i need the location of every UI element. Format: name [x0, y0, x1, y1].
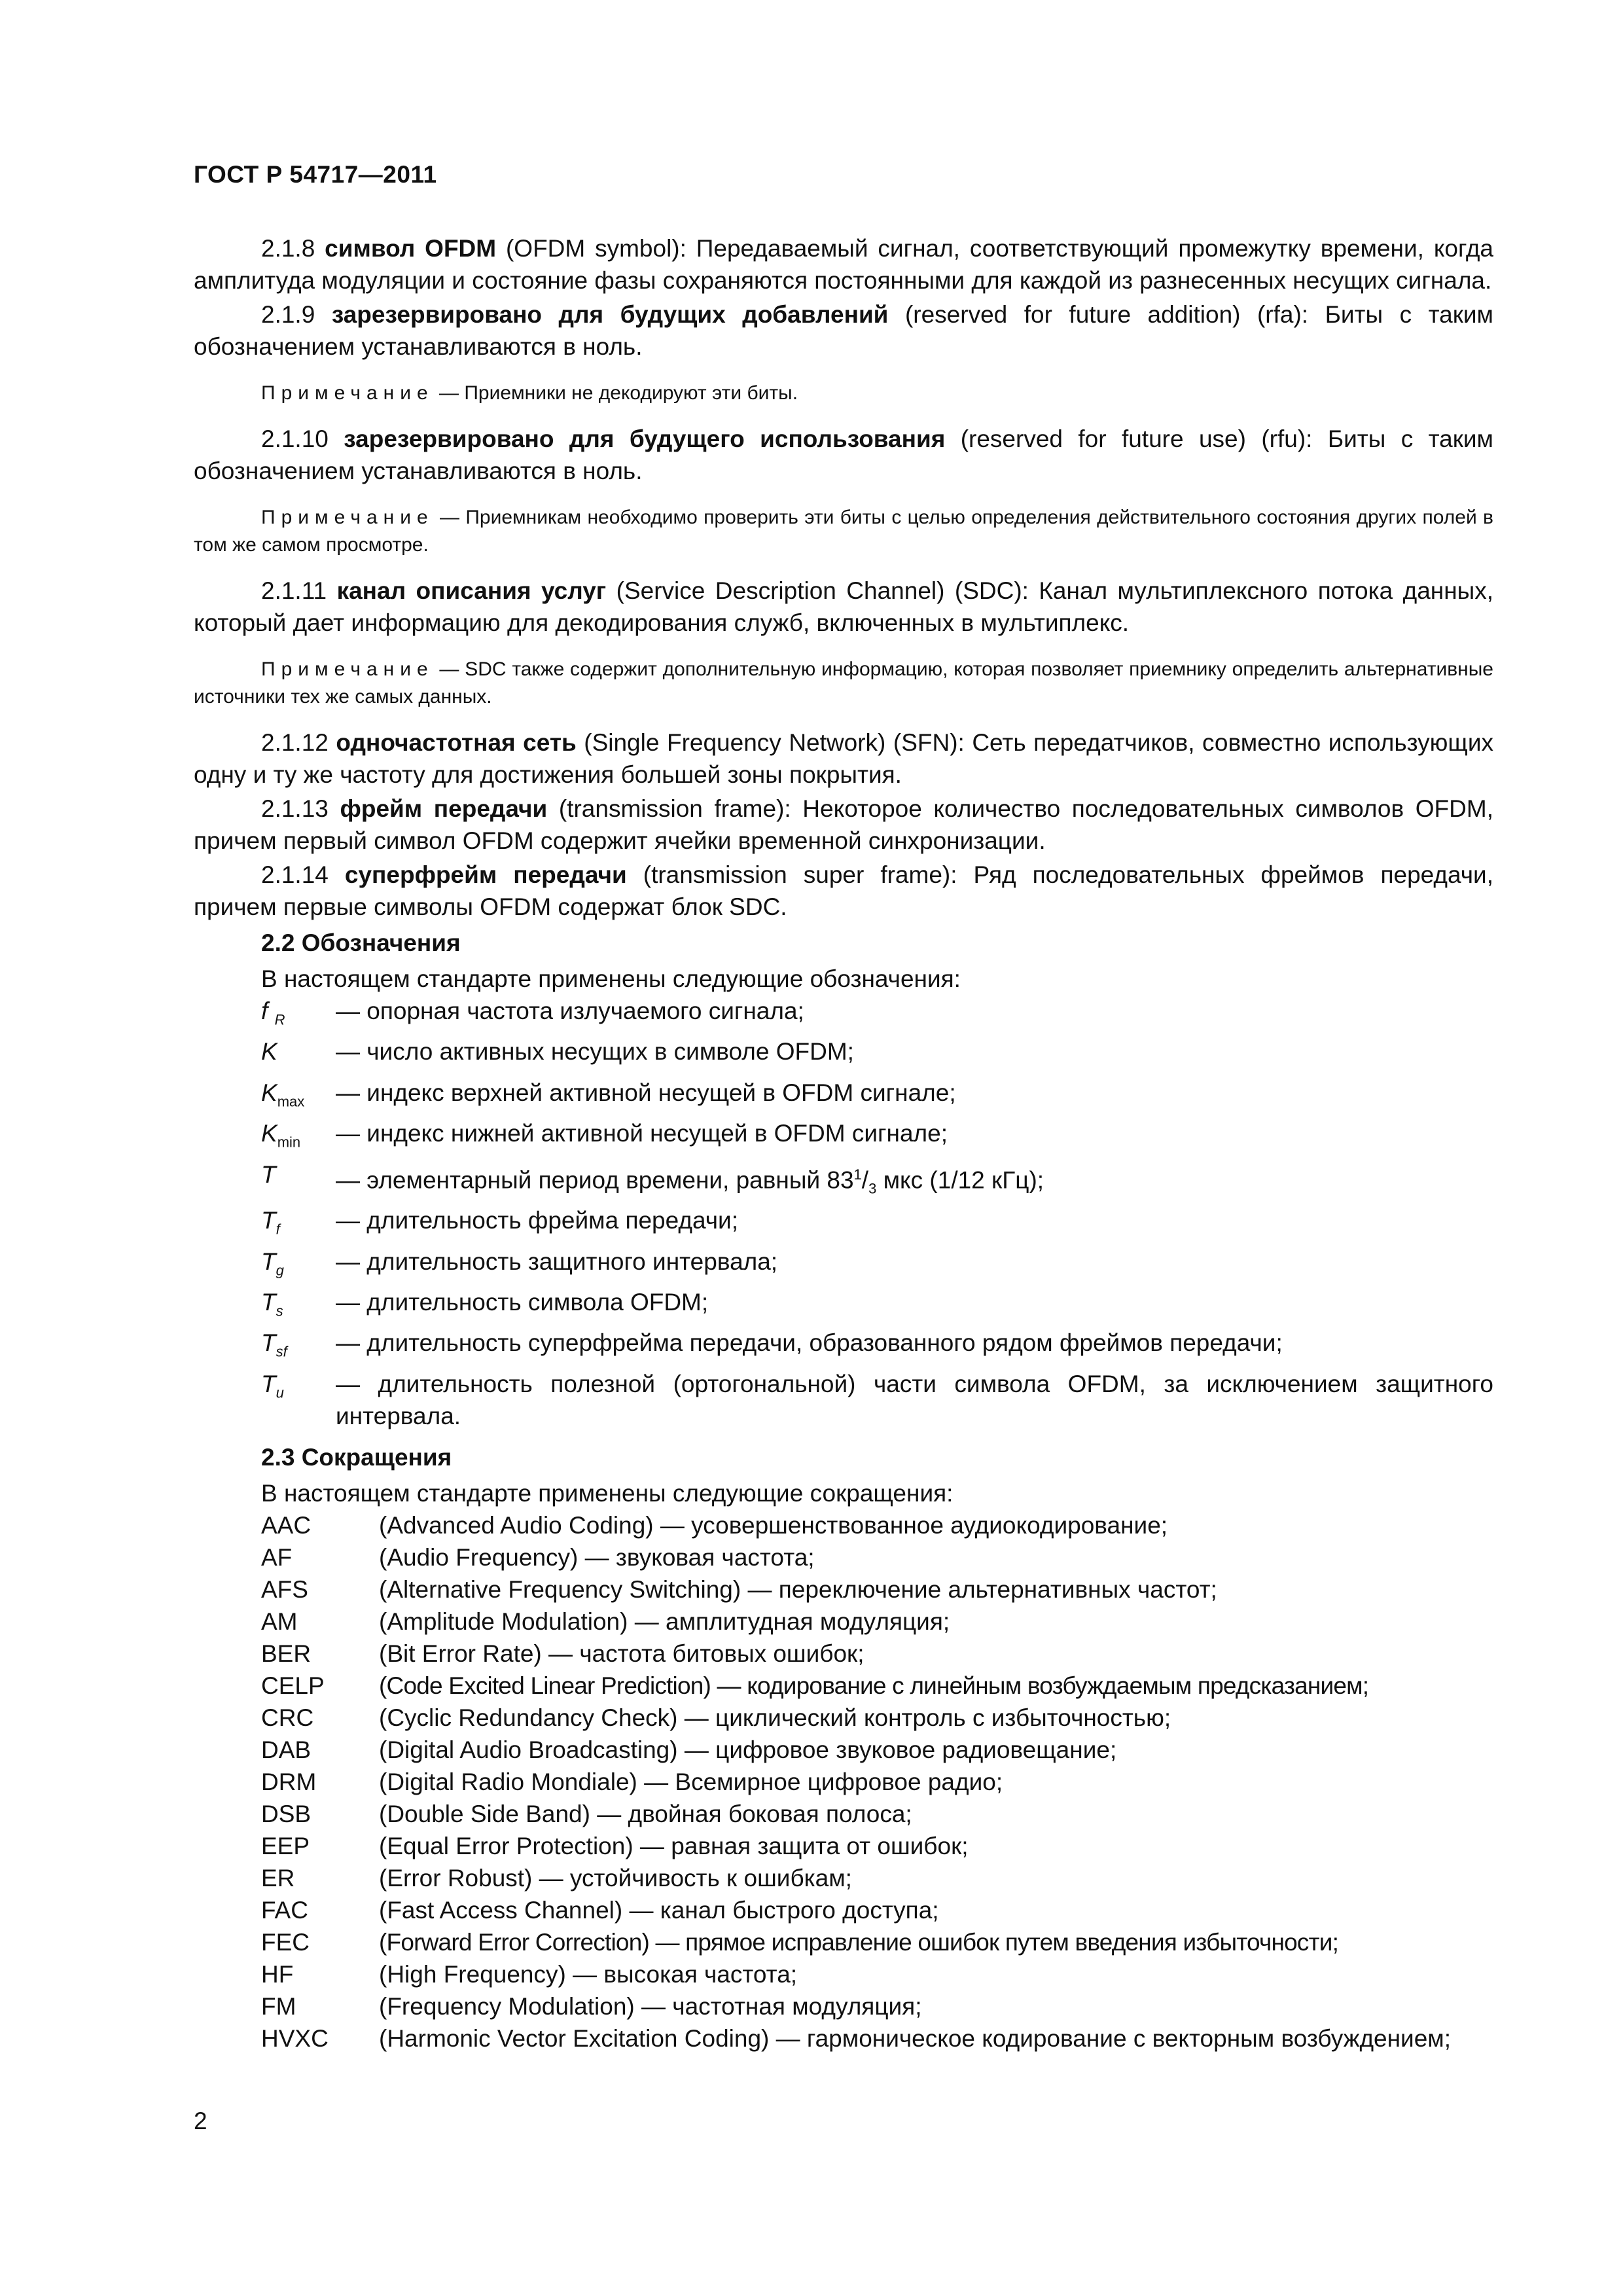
- list-item: [248, 1926, 1493, 1958]
- symbol-description: — длительность суперфрейма передачи, образованного рядом фреймов передачи;: [336, 1329, 1283, 1357]
- definition-2-1-11: [194, 575, 1493, 639]
- list-item: [261, 1368, 1493, 1432]
- abbreviation-description: (Cyclic Redundancy Check) — циклический контроль с избыточностью;: [379, 1704, 1171, 1731]
- abbreviation: ER: [261, 1864, 295, 1892]
- note-label: Примечание: [261, 658, 434, 680]
- symbol-description: — элементарный период времени, равный $83^1/_3$ мкс (1/12 кГц);: [336, 1166, 1044, 1197]
- definition-number: 2.1.12: [261, 729, 329, 756]
- definition-number: 2.1.10: [261, 425, 329, 452]
- list-item: [248, 1798, 1493, 1830]
- symbol: $T_{sf}$: [261, 1329, 287, 1360]
- abbreviation-description: (Error Robust) — устойчивость к ошибкам;: [379, 1864, 852, 1892]
- abbreviation: FEC: [261, 1928, 310, 1956]
- abbreviation: AAC: [261, 1511, 312, 1539]
- abbreviation-description: (Double Side Band) — двойная боковая полоса;: [379, 1800, 912, 1827]
- note-3: [194, 656, 1493, 711]
- definition-text: (Single Frequency Network) (SFN): Сеть передатчиков, совместно использующих одну и ту же частоту для достижения большей зоны покрытия.: [194, 729, 1494, 788]
- definition-text: (OFDM symbol): Передаваемый сигнал, соответствующий промежутку времени, когда амплитуда модуляции и состояние фазы сохраняются постоянными для каждой из разнесенных несущих сигнала.: [194, 235, 1493, 294]
- list-item: [248, 1958, 1493, 1990]
- list-item: [248, 1766, 1493, 1798]
- definition-term: фрейм передачи: [340, 795, 548, 822]
- symbol-description: — длительность полезной (ортогональной) части символа OFDM, за исключением защитного интервала.: [336, 1370, 1493, 1429]
- note-text: — Приемникам необходимо проверить эти биты с целью определения действительного состояния других полей в том же самом просмотре.: [194, 507, 1493, 556]
- note-2: [194, 504, 1493, 559]
- symbol: K: [261, 1038, 277, 1066]
- abbreviation-description: (Digital Audio Broadcasting) — цифровое звуковое радиовещание;: [379, 1736, 1117, 1763]
- symbol-description: — длительность фрейма передачи;: [336, 1207, 738, 1234]
- page-content: [194, 232, 1493, 2054]
- list-item: [261, 1246, 1493, 1286]
- abbreviation: EEP: [261, 1832, 310, 1859]
- abbreviation-description: (Frequency Modulation) — частотная модуляция;: [379, 1992, 922, 2020]
- definition-text: (Service Description Channel) (SDC): Канал мультиплексного потока данных, который дает информацию для декодирования служб, включенных в мультиплекс.: [194, 577, 1494, 636]
- section-2-3-intro: В настоящем стандарте применены следующие сокращения:: [261, 1479, 954, 1507]
- definition-term: символ OFDM: [325, 235, 497, 262]
- abbreviation-description: (High Frequency) — высокая частота;: [379, 1960, 798, 1988]
- abbreviation: DSB: [261, 1800, 312, 1827]
- abbreviation: AF: [261, 1543, 293, 1571]
- symbol-description: — индекс верхней активной несущей в OFDM сигнале;: [336, 1079, 956, 1106]
- symbol: $T_g$: [261, 1247, 284, 1279]
- symbol: $K_{max}$: [261, 1079, 305, 1110]
- definition-2-1-12: [194, 726, 1493, 791]
- definition-number: 2.1.9: [261, 301, 315, 328]
- abbreviation: CRC: [261, 1704, 314, 1731]
- definition-text: (reserved for future addition) (rfa): Биты с таким обозначением устанавливаются в ноль.: [194, 301, 1493, 360]
- list-item: [261, 1158, 1493, 1205]
- symbol: $K_{min}$: [261, 1120, 301, 1151]
- abbreviation-description: (Advanced Audio Coding) — усовершенствованное аудиокодирование;: [379, 1511, 1168, 1539]
- abbreviation: AFS: [261, 1575, 308, 1603]
- abbreviation-description: (Equal Error Protection) — равная защита от ошибок;: [379, 1832, 969, 1859]
- symbols-list: [261, 995, 1493, 1432]
- list-item: [261, 1077, 1493, 1117]
- definition-2-1-14: [194, 859, 1493, 923]
- abbreviation: FAC: [261, 1896, 308, 1924]
- section-2-2-heading: 2.2 Обозначения: [261, 929, 461, 956]
- definition-2-1-10: [194, 423, 1493, 487]
- page-number: 2: [194, 2108, 207, 2134]
- note-label: Примечание: [261, 382, 434, 404]
- abbreviation-description: (Alternative Frequency Switching) — переключение альтернативных частот;: [379, 1575, 1217, 1603]
- abbreviation: FM: [261, 1992, 296, 2020]
- abbreviation-description: (Fast Access Channel) — канал быстрого доступа;: [379, 1896, 939, 1924]
- symbol-description: — опорная частота излучаемого сигнала;: [336, 997, 804, 1024]
- list-item: [261, 1286, 1493, 1327]
- symbol: $T_f$: [261, 1207, 280, 1238]
- list-item: [248, 1702, 1493, 1734]
- definition-2-1-13: [194, 793, 1493, 857]
- list-item: [248, 1638, 1493, 1670]
- list-item: [248, 1509, 1493, 1541]
- list-item: [261, 1035, 1493, 1076]
- note-text: — SDC также содержит дополнительную информацию, которая позволяет приемнику определить альтернативные источники тех же самых данных.: [194, 658, 1493, 708]
- list-item: [248, 1541, 1493, 1573]
- definition-2-1-8: [194, 232, 1493, 296]
- definition-number: 2.1.14: [261, 861, 329, 888]
- list-item: [248, 2022, 1493, 2054]
- list-item: [261, 1117, 1493, 1158]
- symbol-description: — длительность защитного интервала;: [336, 1247, 778, 1275]
- symbol: $T_s$: [261, 1289, 283, 1319]
- definition-term: одночастотная сеть: [336, 729, 577, 756]
- symbol: T: [261, 1160, 276, 1188]
- note-label: Примечание: [261, 507, 434, 528]
- abbreviation: CELP: [261, 1672, 325, 1699]
- abbreviation-description: (Audio Frequency) — звуковая частота;: [379, 1543, 815, 1571]
- abbreviation: AM: [261, 1607, 298, 1635]
- abbreviation: HVXC: [261, 2024, 329, 2052]
- list-item: [248, 1605, 1493, 1638]
- list-item: [261, 1204, 1493, 1245]
- abbreviation: DRM: [261, 1768, 317, 1795]
- list-item: [261, 995, 1493, 1035]
- symbol-description: — число активных несущих в символе OFDM;: [336, 1038, 854, 1066]
- definition-text: (transmission super frame): Ряд последовательных фреймов передачи, причем первые символы OFDM содержат блок SDC.: [194, 861, 1493, 920]
- section-2-2-intro: В настоящем стандарте применены следующие обозначения:: [261, 965, 961, 992]
- definition-text: (reserved for future use) (rfu): Биты с таким обозначением устанавливаются в ноль.: [194, 425, 1493, 484]
- abbreviation-description: (Code Excited Linear Prediction) — кодирование с линейным возбуждаемым предсказанием;: [379, 1672, 1369, 1699]
- definition-number: 2.1.13: [261, 795, 329, 822]
- symbol: $T_u$: [261, 1370, 284, 1401]
- list-item: [248, 1894, 1493, 1926]
- list-item: [261, 1327, 1493, 1367]
- definition-term: зарезервировано для будущих добавлений: [331, 301, 889, 328]
- symbol-description: — индекс нижней активной несущей в OFDM сигнале;: [336, 1120, 948, 1147]
- note-text: — Приемники не декодируют эти биты.: [433, 382, 798, 404]
- definition-text: (transmission frame): Некоторое количество последовательных символов OFDM, причем первый символ OFDM содержит ячейки временной синхронизации.: [194, 795, 1493, 854]
- note-1: [194, 380, 1493, 407]
- document-header: ГОСТ Р 54717—2011: [194, 161, 437, 188]
- definition-term: суперфрейм передачи: [344, 861, 627, 888]
- symbol: f $_R$: [261, 997, 285, 1028]
- list-item: [248, 1670, 1493, 1702]
- abbreviation-description: (Amplitude Modulation) — амплитудная модуляция;: [379, 1607, 950, 1635]
- list-item: [248, 1734, 1493, 1766]
- abbreviation: BER: [261, 1640, 312, 1667]
- definition-2-1-9: [194, 298, 1493, 363]
- definition-term: зарезервировано для будущего использования: [344, 425, 946, 452]
- abbreviations-list: [248, 1509, 1493, 2054]
- definition-number: 2.1.11: [261, 577, 327, 604]
- abbreviation-description: (Harmonic Vector Excitation Coding) — гармоническое кодирование с векторным возбуждением;: [379, 2024, 1452, 2052]
- list-item: [248, 1990, 1493, 2022]
- abbreviation: DAB: [261, 1736, 312, 1763]
- abbreviation-description: (Bit Error Rate) — частота битовых ошибок;: [379, 1640, 865, 1667]
- list-item: [248, 1862, 1493, 1894]
- list-item: [248, 1830, 1493, 1862]
- section-2-3-heading: 2.3 Сокращения: [261, 1443, 452, 1471]
- definition-term: канал описания услуг: [336, 577, 607, 604]
- definition-number: 2.1.8: [261, 235, 315, 262]
- abbreviation: HF: [261, 1960, 294, 1988]
- list-item: [248, 1573, 1493, 1605]
- abbreviation-description: (Forward Error Correction) — прямое исправление ошибок путем введения избыточности;: [379, 1928, 1339, 1956]
- symbol-description: — длительность символа OFDM;: [336, 1289, 709, 1316]
- abbreviation-description: (Digital Radio Mondiale) — Всемирное цифровое радио;: [379, 1768, 1003, 1795]
